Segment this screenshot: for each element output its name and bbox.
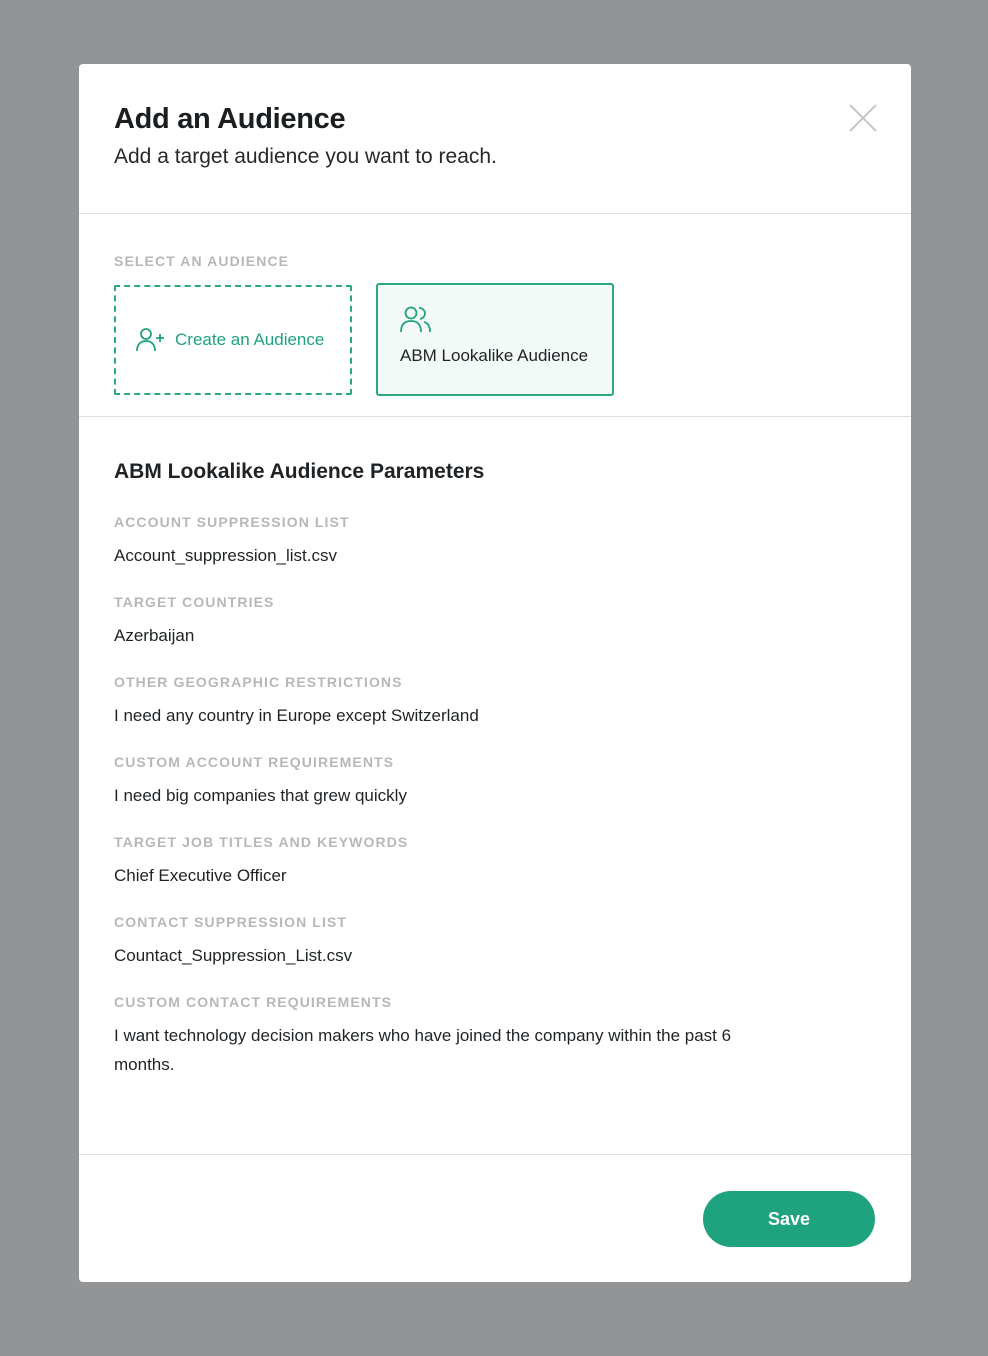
parameter-label: CUSTOM ACCOUNT REQUIREMENTS (114, 754, 395, 770)
audience-parameters-section (79, 417, 911, 1155)
parameter-value: I need any country in Europe except Switzerland (114, 706, 479, 725)
modal-subtitle: Add a target audience you want to reach. (114, 145, 497, 168)
parameter-field (114, 913, 876, 970)
parameter-field (114, 993, 876, 1079)
parameters-title: ABM Lookalike Audience Parameters (114, 460, 485, 483)
add-audience-modal (79, 64, 911, 1282)
parameter-value: Azerbaijan (114, 626, 195, 645)
select-audience-label: SELECT AN AUDIENCE (114, 253, 290, 269)
parameter-label: CONTACT SUPPRESSION LIST (114, 914, 348, 930)
parameter-field (114, 753, 876, 810)
audience-cards (114, 283, 876, 396)
parameter-field (114, 513, 876, 570)
save-button[interactable]: Save (703, 1191, 875, 1247)
create-audience-card[interactable] (114, 285, 352, 395)
close-icon (847, 102, 879, 134)
audience-select-section (79, 214, 911, 417)
close-button[interactable] (847, 102, 879, 134)
parameter-field (114, 673, 876, 730)
modal-header (79, 64, 911, 214)
parameter-label: TARGET COUNTRIES (114, 594, 275, 610)
parameter-value: I need big companies that grew quickly (114, 786, 407, 805)
parameter-label: TARGET JOB TITLES AND KEYWORDS (114, 834, 409, 850)
abm-lookalike-audience-label: ABM Lookalike Audience (400, 346, 589, 365)
parameter-label: CUSTOM CONTACT REQUIREMENTS (114, 994, 393, 1010)
modal-footer (79, 1155, 911, 1282)
parameter-value: Countact_Suppression_List.csv (114, 946, 353, 965)
abm-lookalike-audience-card[interactable] (376, 283, 614, 396)
parameter-label: ACCOUNT SUPPRESSION LIST (114, 514, 350, 530)
parameter-field (114, 593, 876, 650)
users-icon (400, 305, 432, 335)
parameter-field (114, 833, 876, 890)
parameter-value: Account_suppression_list.csv (114, 546, 338, 565)
modal-title: Add an Audience (114, 103, 346, 135)
parameter-value: I want technology decision makers who have joined the company within the past 6 months. (114, 1026, 732, 1074)
create-audience-label: Create an Audience (175, 330, 325, 349)
add-user-icon (136, 326, 166, 354)
parameter-label: OTHER GEOGRAPHIC RESTRICTIONS (114, 674, 403, 690)
parameter-value: Chief Executive Officer (114, 866, 287, 885)
